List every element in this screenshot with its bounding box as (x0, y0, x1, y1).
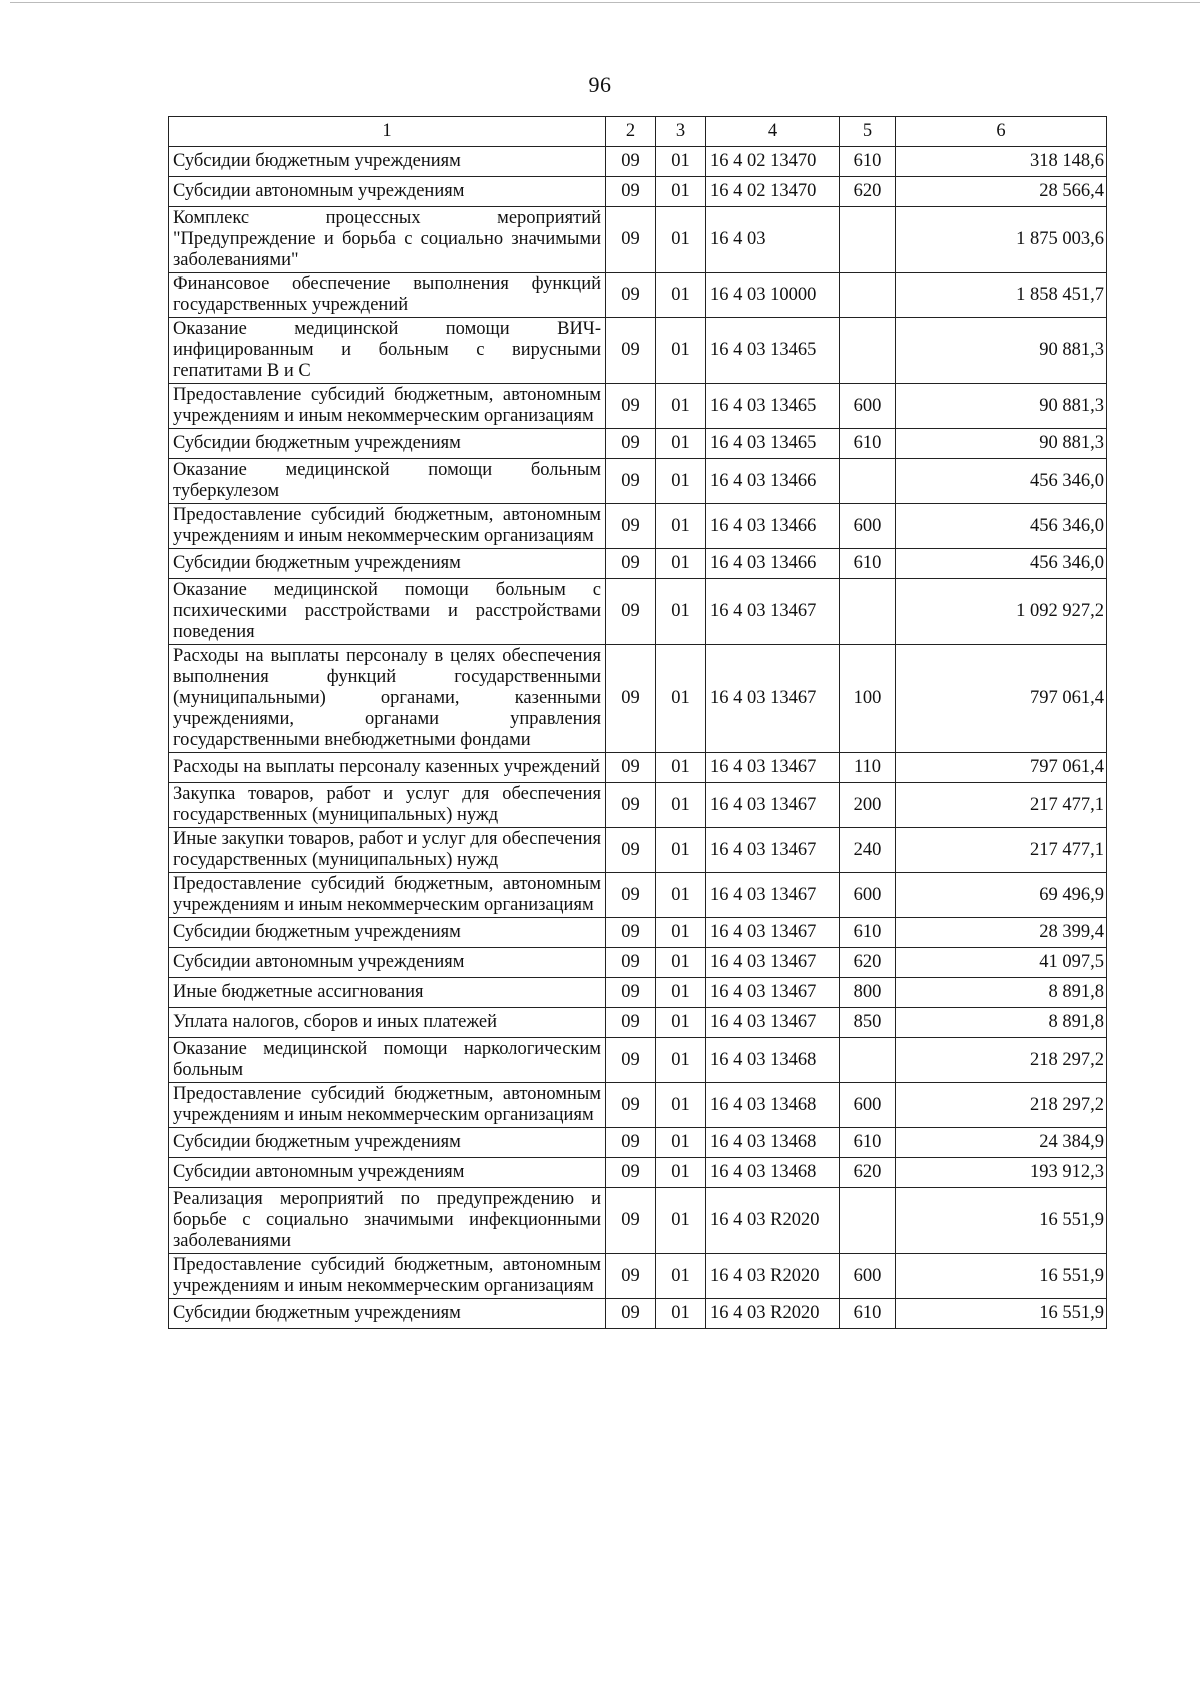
row-target-article: 16 4 03 13467 (706, 918, 840, 948)
table-row (169, 1254, 1107, 1299)
row-name: Оказание медицинской помощи ВИЧ-инфицированным и больным с вирусными гепатитами В и С (169, 318, 606, 384)
row-target-article: 16 4 03 13465 (706, 318, 840, 384)
budget-table (168, 116, 1107, 1329)
row-section: 09 (606, 429, 656, 459)
row-section: 09 (606, 177, 656, 207)
row-target-article: 16 4 03 13467 (706, 828, 840, 873)
row-section: 09 (606, 645, 656, 753)
table-row (169, 273, 1107, 318)
row-subsection: 01 (656, 429, 706, 459)
row-section: 09 (606, 1128, 656, 1158)
row-name: Предоставление субсидий бюджетным, автономным учреждениям и иным некоммерческим организациям (169, 873, 606, 918)
row-amount: 41 097,5 (896, 948, 1107, 978)
row-expense-type: 600 (840, 1254, 896, 1299)
row-expense-type: 800 (840, 978, 896, 1008)
row-target-article: 16 4 03 13467 (706, 783, 840, 828)
table-row (169, 783, 1107, 828)
row-subsection: 01 (656, 1038, 706, 1083)
row-name: Субсидии бюджетным учреждениям (169, 918, 606, 948)
table-row (169, 147, 1107, 177)
header-col-6: 6 (896, 117, 1107, 147)
row-expense-type (840, 318, 896, 384)
row-expense-type: 620 (840, 948, 896, 978)
row-target-article: 16 4 03 13467 (706, 645, 840, 753)
header-row (169, 117, 1107, 147)
table-row (169, 318, 1107, 384)
table-row (169, 207, 1107, 273)
row-target-article: 16 4 02 13470 (706, 177, 840, 207)
row-expense-type: 620 (840, 177, 896, 207)
table-row (169, 828, 1107, 873)
row-subsection: 01 (656, 384, 706, 429)
row-section: 09 (606, 873, 656, 918)
table-row (169, 459, 1107, 504)
header-col-4: 4 (706, 117, 840, 147)
row-expense-type: 600 (840, 384, 896, 429)
row-name: Субсидии автономным учреждениям (169, 1158, 606, 1188)
row-amount: 24 384,9 (896, 1128, 1107, 1158)
table-row (169, 1188, 1107, 1254)
row-expense-type: 200 (840, 783, 896, 828)
row-target-article: 16 4 03 13467 (706, 753, 840, 783)
row-amount: 16 551,9 (896, 1299, 1107, 1329)
row-name: Субсидии автономным учреждениям (169, 948, 606, 978)
row-target-article: 16 4 03 13465 (706, 429, 840, 459)
page-top-rule (10, 2, 1200, 3)
row-name: Предоставление субсидий бюджетным, автономным учреждениям и иным некоммерческим организациям (169, 1254, 606, 1299)
row-name: Предоставление субсидий бюджетным, автономным учреждениям и иным некоммерческим организациям (169, 384, 606, 429)
header-col-3: 3 (656, 117, 706, 147)
row-section: 09 (606, 753, 656, 783)
row-name: Комплекс процессных мероприятий "Предупреждение и борьба с социально значимыми заболеваниями" (169, 207, 606, 273)
row-section: 09 (606, 549, 656, 579)
row-target-article: 16 4 03 13467 (706, 978, 840, 1008)
row-subsection: 01 (656, 459, 706, 504)
table-row (169, 645, 1107, 753)
row-subsection: 01 (656, 1083, 706, 1128)
row-name: Уплата налогов, сборов и иных платежей (169, 1008, 606, 1038)
row-amount: 90 881,3 (896, 384, 1107, 429)
table-row (169, 978, 1107, 1008)
row-subsection: 01 (656, 1254, 706, 1299)
row-expense-type (840, 207, 896, 273)
row-expense-type: 600 (840, 504, 896, 549)
header-col-1: 1 (169, 117, 606, 147)
row-subsection: 01 (656, 948, 706, 978)
row-name: Оказание медицинской помощи больным с психическими расстройствами и расстройствами поведения (169, 579, 606, 645)
row-amount: 28 399,4 (896, 918, 1107, 948)
row-subsection: 01 (656, 828, 706, 873)
table-row (169, 753, 1107, 783)
row-expense-type (840, 273, 896, 318)
row-section: 09 (606, 1299, 656, 1329)
table-row (169, 1083, 1107, 1128)
table-row (169, 504, 1107, 549)
row-amount: 69 496,9 (896, 873, 1107, 918)
row-expense-type: 610 (840, 549, 896, 579)
row-name: Предоставление субсидий бюджетным, автономным учреждениям и иным некоммерческим организациям (169, 504, 606, 549)
row-section: 09 (606, 1038, 656, 1083)
table-row (169, 1299, 1107, 1329)
row-target-article: 16 4 03 13468 (706, 1128, 840, 1158)
row-amount: 456 346,0 (896, 504, 1107, 549)
row-subsection: 01 (656, 177, 706, 207)
row-amount: 90 881,3 (896, 318, 1107, 384)
row-target-article: 16 4 03 13467 (706, 1008, 840, 1038)
row-name: Оказание медицинской помощи больным туберкулезом (169, 459, 606, 504)
row-expense-type: 610 (840, 918, 896, 948)
row-section: 09 (606, 783, 656, 828)
row-subsection: 01 (656, 318, 706, 384)
row-name: Иные бюджетные ассигнования (169, 978, 606, 1008)
row-target-article: 16 4 02 13470 (706, 147, 840, 177)
row-subsection: 01 (656, 918, 706, 948)
row-name: Реализация мероприятий по предупреждению и борьбе с социально значимыми инфекционными заболеваниями (169, 1188, 606, 1254)
row-subsection: 01 (656, 873, 706, 918)
row-name: Закупка товаров, работ и услуг для обеспечения государственных (муниципальных) нужд (169, 783, 606, 828)
row-section: 09 (606, 579, 656, 645)
table-header (169, 117, 1107, 147)
row-expense-type (840, 579, 896, 645)
row-target-article: 16 4 03 13468 (706, 1083, 840, 1128)
row-target-article: 16 4 03 13467 (706, 948, 840, 978)
row-amount: 218 297,2 (896, 1038, 1107, 1083)
row-subsection: 01 (656, 783, 706, 828)
table-row (169, 918, 1107, 948)
row-subsection: 01 (656, 207, 706, 273)
row-subsection: 01 (656, 1299, 706, 1329)
header-col-2: 2 (606, 117, 656, 147)
row-target-article: 16 4 03 R2020 (706, 1254, 840, 1299)
row-section: 09 (606, 1254, 656, 1299)
row-expense-type: 610 (840, 147, 896, 177)
table-row (169, 549, 1107, 579)
table-body (169, 147, 1107, 1329)
row-section: 09 (606, 1083, 656, 1128)
row-section: 09 (606, 948, 656, 978)
row-target-article: 16 4 03 R2020 (706, 1299, 840, 1329)
row-subsection: 01 (656, 273, 706, 318)
row-expense-type (840, 1188, 896, 1254)
row-expense-type: 600 (840, 873, 896, 918)
table-row (169, 1128, 1107, 1158)
row-target-article: 16 4 03 13465 (706, 384, 840, 429)
row-amount: 16 551,9 (896, 1188, 1107, 1254)
row-name: Субсидии автономным учреждениям (169, 177, 606, 207)
row-expense-type: 600 (840, 1083, 896, 1128)
table-row (169, 1008, 1107, 1038)
row-target-article: 16 4 03 13467 (706, 579, 840, 645)
row-name: Субсидии бюджетным учреждениям (169, 147, 606, 177)
row-section: 09 (606, 828, 656, 873)
row-name: Субсидии бюджетным учреждениям (169, 429, 606, 459)
table-row (169, 948, 1107, 978)
row-subsection: 01 (656, 1188, 706, 1254)
row-target-article: 16 4 03 13466 (706, 459, 840, 504)
row-amount: 318 148,6 (896, 147, 1107, 177)
row-subsection: 01 (656, 579, 706, 645)
row-target-article: 16 4 03 13468 (706, 1038, 840, 1083)
row-subsection: 01 (656, 549, 706, 579)
row-section: 09 (606, 147, 656, 177)
row-expense-type: 110 (840, 753, 896, 783)
row-name: Субсидии бюджетным учреждениям (169, 1128, 606, 1158)
row-subsection: 01 (656, 753, 706, 783)
row-target-article: 16 4 03 13466 (706, 549, 840, 579)
row-section: 09 (606, 978, 656, 1008)
row-expense-type (840, 459, 896, 504)
row-amount: 797 061,4 (896, 645, 1107, 753)
header-col-5: 5 (840, 117, 896, 147)
row-amount: 456 346,0 (896, 459, 1107, 504)
row-expense-type: 610 (840, 1299, 896, 1329)
row-name: Финансовое обеспечение выполнения функций государственных учреждений (169, 273, 606, 318)
row-section: 09 (606, 1158, 656, 1188)
row-expense-type (840, 1038, 896, 1083)
row-amount: 217 477,1 (896, 828, 1107, 873)
row-name: Предоставление субсидий бюджетным, автономным учреждениям и иным некоммерческим организациям (169, 1083, 606, 1128)
row-amount: 28 566,4 (896, 177, 1107, 207)
row-amount: 456 346,0 (896, 549, 1107, 579)
row-section: 09 (606, 207, 656, 273)
row-expense-type: 850 (840, 1008, 896, 1038)
row-amount: 8 891,8 (896, 978, 1107, 1008)
row-expense-type: 610 (840, 1128, 896, 1158)
row-target-article: 16 4 03 13466 (706, 504, 840, 549)
table-row (169, 429, 1107, 459)
row-section: 09 (606, 1188, 656, 1254)
page-number: 96 (588, 72, 612, 97)
row-section: 09 (606, 459, 656, 504)
row-amount: 218 297,2 (896, 1083, 1107, 1128)
table-row (169, 384, 1107, 429)
row-expense-type: 100 (840, 645, 896, 753)
row-target-article: 16 4 03 10000 (706, 273, 840, 318)
row-section: 09 (606, 273, 656, 318)
row-target-article: 16 4 03 (706, 207, 840, 273)
row-amount: 90 881,3 (896, 429, 1107, 459)
table-row (169, 579, 1107, 645)
row-section: 09 (606, 318, 656, 384)
row-amount: 1 875 003,6 (896, 207, 1107, 273)
row-amount: 193 912,3 (896, 1158, 1107, 1188)
row-subsection: 01 (656, 147, 706, 177)
row-name: Иные закупки товаров, работ и услуг для обеспечения государственных (муниципальных) нужд (169, 828, 606, 873)
row-target-article: 16 4 03 13467 (706, 873, 840, 918)
row-name: Расходы на выплаты персоналу казенных учреждений (169, 753, 606, 783)
row-subsection: 01 (656, 645, 706, 753)
row-amount: 16 551,9 (896, 1254, 1107, 1299)
table-row (169, 1158, 1107, 1188)
row-subsection: 01 (656, 1158, 706, 1188)
row-target-article: 16 4 03 13468 (706, 1158, 840, 1188)
table-row (169, 1038, 1107, 1083)
row-section: 09 (606, 918, 656, 948)
table-row (169, 177, 1107, 207)
row-subsection: 01 (656, 1128, 706, 1158)
row-expense-type: 240 (840, 828, 896, 873)
row-subsection: 01 (656, 504, 706, 549)
row-expense-type: 610 (840, 429, 896, 459)
row-expense-type: 620 (840, 1158, 896, 1188)
row-target-article: 16 4 03 R2020 (706, 1188, 840, 1254)
table-row (169, 873, 1107, 918)
row-amount: 1 092 927,2 (896, 579, 1107, 645)
row-subsection: 01 (656, 1008, 706, 1038)
row-name: Расходы на выплаты персоналу в целях обеспечения выполнения функций государственными (муниципальными) органами, казенными учреждениями, органами управления государственными внебюджетными фондами (169, 645, 606, 753)
row-amount: 217 477,1 (896, 783, 1107, 828)
row-name: Субсидии бюджетным учреждениям (169, 549, 606, 579)
row-amount: 8 891,8 (896, 1008, 1107, 1038)
row-section: 09 (606, 1008, 656, 1038)
row-section: 09 (606, 504, 656, 549)
row-amount: 797 061,4 (896, 753, 1107, 783)
row-amount: 1 858 451,7 (896, 273, 1107, 318)
row-name: Оказание медицинской помощи наркологическим больным (169, 1038, 606, 1083)
row-section: 09 (606, 384, 656, 429)
row-name: Субсидии бюджетным учреждениям (169, 1299, 606, 1329)
row-subsection: 01 (656, 978, 706, 1008)
